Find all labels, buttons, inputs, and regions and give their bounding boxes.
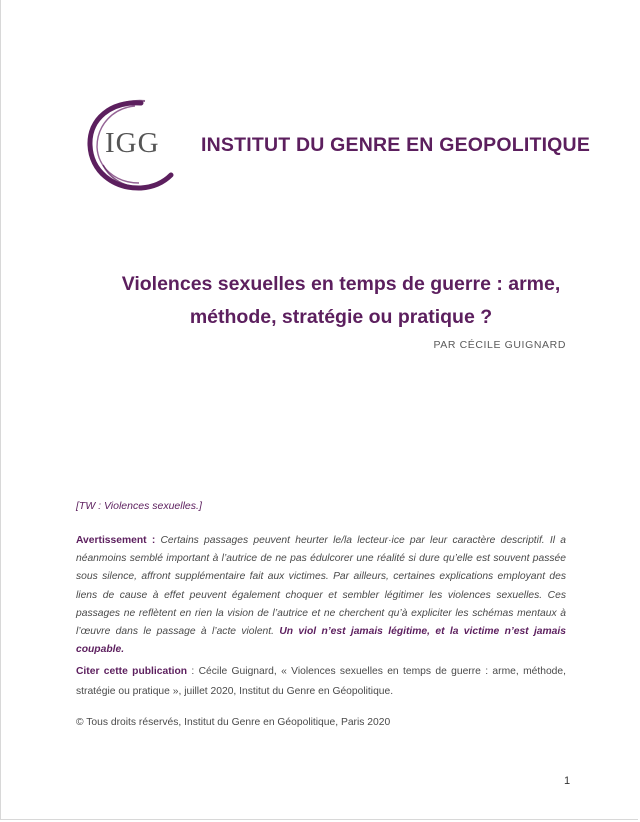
warning-emphasis: Un viol n’est jamais légitime, et la victime n’est jamais coupable.: [76, 626, 566, 656]
title-line-1: Violences sexuelles en temps de guerre : arme,: [121, 273, 561, 295]
author-byline: PAR CÉCILE GUIGNARD: [433, 339, 566, 351]
logo-text: IGG: [105, 127, 160, 159]
citation-body: : Cécile Guignard, « Violences sexuelles en temps de guerre : arme, méthode, stratégie ou pratique », juillet 2020, Institut du Genre en Géopolitique.: [76, 666, 566, 697]
copyright-notice: © Tous droits réservés, Institut du Genre en Géopolitique, Paris 2020: [76, 717, 391, 728]
institute-name: INSTITUT DU GENRE EN GEOPOLITIQUE: [201, 134, 591, 156]
trigger-warning: [TW : Violences sexuelles.]: [76, 500, 202, 512]
citation-paragraph: [76, 662, 566, 702]
warning-body: Certains passages peuvent heurter le/la lecteur·ice par leur caractère descriptif. Il a néanmoins semblé important à l’autrice de ne pas édulcorer une réalité si dure qu’elle est souvent passée sous silence, affront supplémentaire fait aux victimes. Par ailleurs, certaines explications employant des liens de cause à effet peuvent également choquer et sembler légitimer les violences sexuelles. Ces passages ne reflètent en rien la vision de l’autrice et ne cherchent qu’à expliciter les schémas mentaux à l’œuvre dans le passage à l’acte violent.: [76, 535, 566, 638]
page-number: 1: [564, 775, 571, 787]
title-line-2: méthode, stratégie ou pratique ?: [189, 306, 493, 328]
warning-paragraph: [76, 532, 566, 659]
warning-label: Avertissement :: [76, 535, 156, 546]
citation-label: Citer cette publication: [76, 666, 188, 677]
igg-logo: [83, 95, 193, 195]
document-title: [71, 268, 611, 334]
